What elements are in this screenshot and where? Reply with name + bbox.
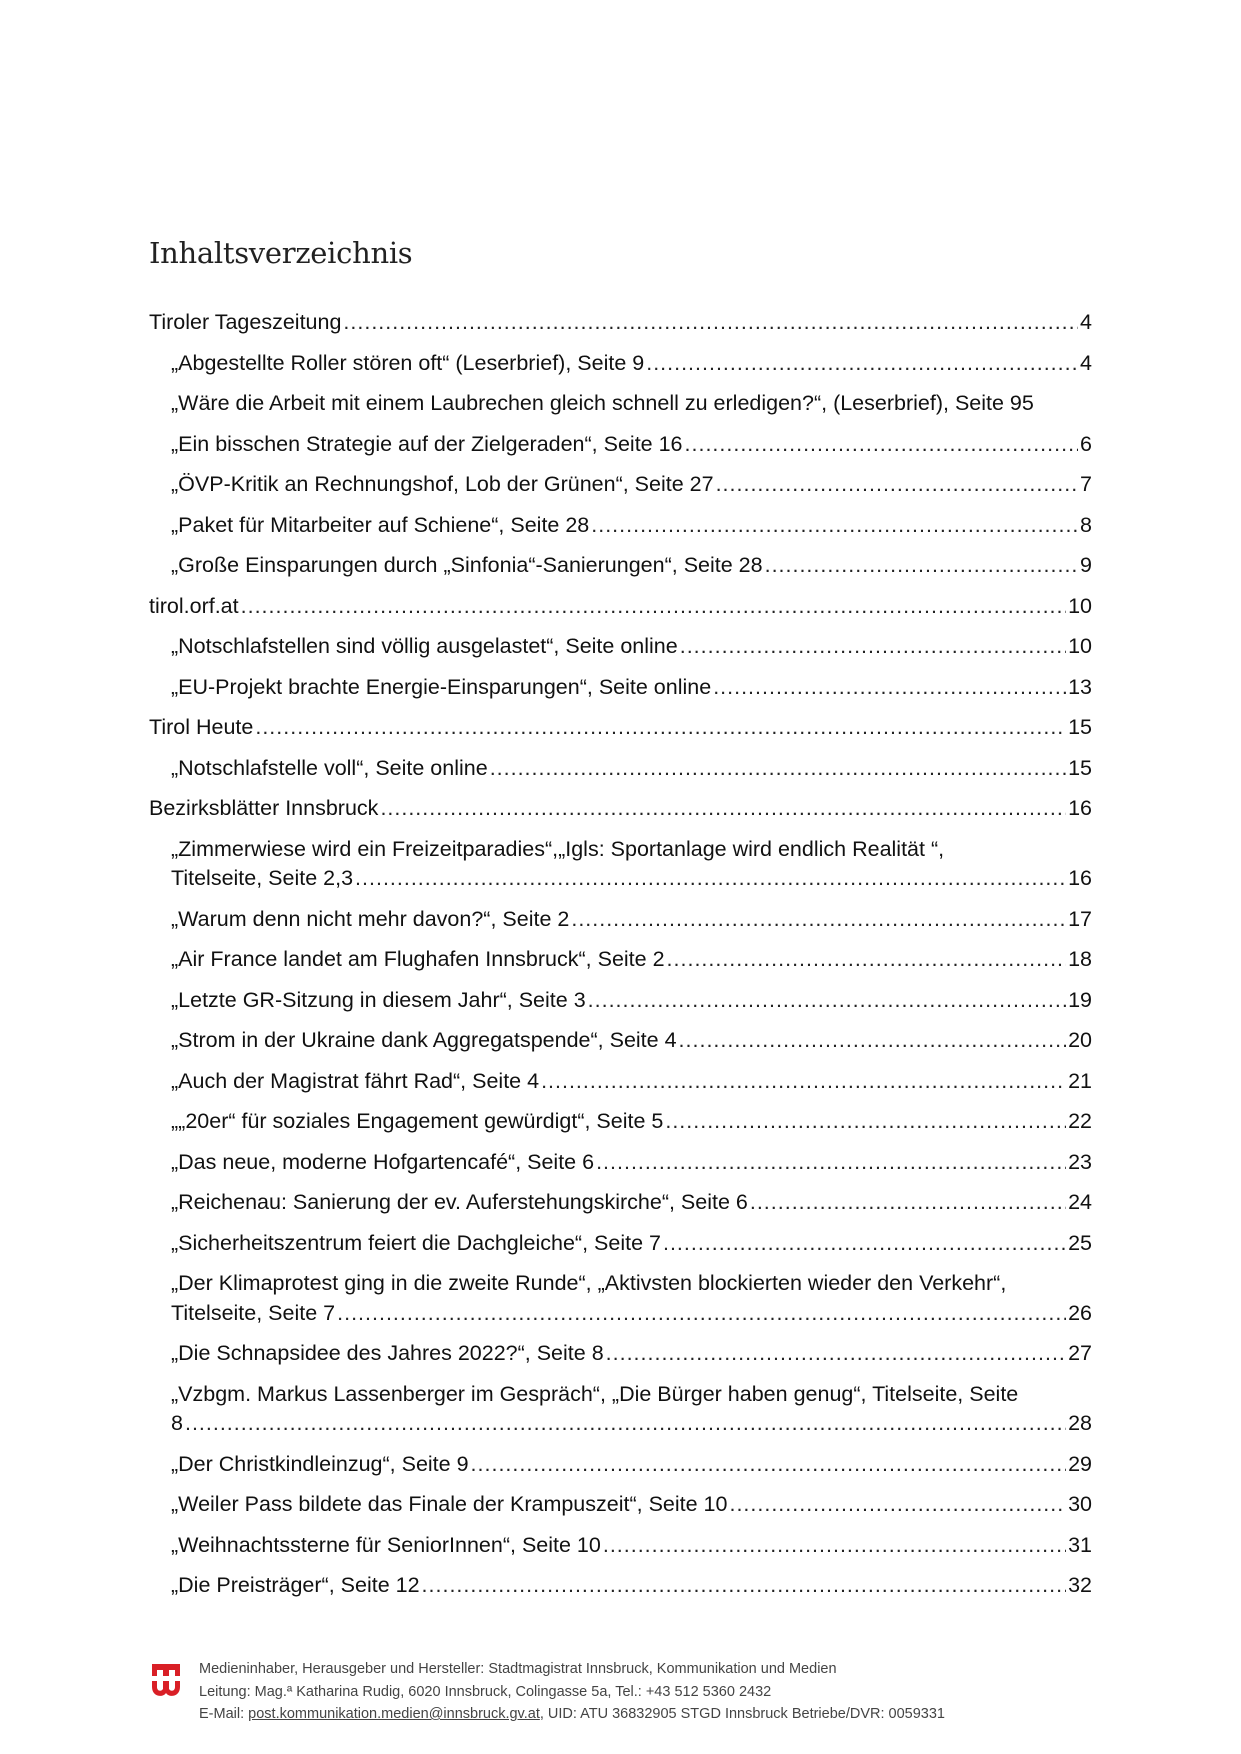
toc-entry-text: „Das neue, moderne Hofgartencafé“, Seite 6 xyxy=(171,1149,595,1174)
toc-page-number: 28 xyxy=(1068,1411,1092,1435)
table-of-contents xyxy=(149,303,1092,1607)
toc-entry-text: „Abgestellte Roller stören oft“ (Leserbrief), Seite 9 xyxy=(171,350,645,375)
dot-leader xyxy=(343,308,1078,338)
footer-publisher: Medieninhaber, Herausgeber und Hersteller: Stadtmagistrat Innsbruck, Kommunikation und Medien xyxy=(199,1661,837,1677)
toc-entry[interactable] xyxy=(149,627,1092,668)
dot-leader xyxy=(255,713,1066,743)
toc-page-number: 18 xyxy=(1068,947,1092,971)
toc-page-number: 17 xyxy=(1068,906,1092,931)
dot-leader xyxy=(729,1490,1066,1520)
toc-entry-text: Titelseite, Seite 7 xyxy=(171,1300,336,1325)
innsbruck-logo-icon xyxy=(151,1662,181,1698)
toc-entry[interactable] xyxy=(149,1102,1092,1143)
toc-entry[interactable] xyxy=(149,1264,1092,1334)
dot-leader xyxy=(591,511,1078,541)
toc-entry-text: „Air France landet am Flughafen Innsbruck“, Seite 2 xyxy=(171,947,665,971)
toc-entry-text: „Der Christkindleinzug“, Seite 9 xyxy=(171,1451,469,1476)
toc-page-number: 30 xyxy=(1068,1492,1092,1516)
dot-leader xyxy=(713,673,1066,703)
toc-entry[interactable] xyxy=(149,1485,1092,1526)
toc-entry-text: „Notschlafstellen sind völlig ausgelastet“, Seite online xyxy=(171,634,678,658)
dot-leader xyxy=(646,349,1078,379)
toc-entry[interactable] xyxy=(149,465,1092,506)
toc-page-number: 29 xyxy=(1068,1451,1092,1476)
toc-page-number: 15 xyxy=(1068,715,1092,739)
toc-entry-text: „ÖVP-Kritik an Rechnungshof, Lob der Grünen“, Seite 27 xyxy=(171,472,714,496)
dot-leader xyxy=(571,905,1066,935)
toc-page-number: 19 xyxy=(1068,987,1092,1012)
toc-entry[interactable] xyxy=(149,1062,1092,1103)
dot-leader xyxy=(337,1299,1066,1329)
toc-entry-text: „Warum denn nicht mehr davon?“, Seite 2 xyxy=(171,906,570,931)
toc-entry[interactable] xyxy=(149,1021,1092,1062)
toc-entry-text: „Weihnachtssterne für SeniorInnen“, Seite 10 xyxy=(171,1532,601,1557)
footer-email-label: E-Mail: xyxy=(199,1706,249,1722)
toc-entry-text: „Große Einsparungen durch „Sinfonia“-Sanierungen“, Seite 28 xyxy=(171,553,763,577)
toc-page-number: 24 xyxy=(1068,1190,1092,1214)
toc-section[interactable] xyxy=(149,587,1092,628)
dot-leader xyxy=(679,1026,1067,1056)
toc-page-number: 7 xyxy=(1080,472,1092,496)
dot-leader xyxy=(665,1107,1066,1137)
toc-entry-text: „Wäre die Arbeit mit einem Laubrechen gleich schnell zu erledigen?“, (Leserbrief), Seite 9 xyxy=(171,391,1022,415)
toc-entry[interactable] xyxy=(149,1143,1092,1184)
toc-entry-text: „Die Preisträger“, Seite 12 xyxy=(171,1573,420,1597)
toc-page-number: 21 xyxy=(1068,1068,1092,1093)
toc-page-number: 16 xyxy=(1068,866,1092,890)
toc-entry[interactable] xyxy=(149,830,1092,900)
toc-page-number: 31 xyxy=(1068,1532,1092,1557)
toc-page-number: 8 xyxy=(1080,512,1092,537)
toc-entry-text: „Sicherheitszentrum feiert die Dachgleiche“, Seite 7 xyxy=(171,1230,661,1255)
toc-entry[interactable] xyxy=(149,1224,1092,1265)
dot-leader xyxy=(490,754,1066,784)
dot-leader xyxy=(185,1409,1066,1439)
dot-leader xyxy=(588,986,1066,1016)
dot-leader xyxy=(663,1229,1066,1259)
toc-page-number: 25 xyxy=(1068,1230,1092,1255)
toc-section[interactable] xyxy=(149,303,1092,344)
toc-page-number: 9 xyxy=(1080,553,1092,577)
toc-entry-text: 8 xyxy=(171,1411,183,1435)
dot-leader xyxy=(422,1571,1067,1601)
toc-entry-text: „Vzbgm. Markus Lassenberger im Gespräch“, „Die Bürger haben genug“, Titelseite, Seite xyxy=(171,1381,1019,1406)
toc-page-number: 20 xyxy=(1068,1028,1092,1052)
toc-entry-text: „Notschlafstelle voll“, Seite online xyxy=(171,755,488,780)
dot-leader xyxy=(750,1188,1066,1218)
toc-page-number: 32 xyxy=(1068,1573,1092,1597)
toc-entry-text: „Weiler Pass bildete das Finale der Krampuszeit“, Seite 10 xyxy=(171,1492,728,1516)
toc-page-number: 13 xyxy=(1068,674,1092,699)
toc-entry-text: tirol.orf.at xyxy=(149,593,239,618)
footer-uid: , UID: ATU 36832905 STGD Innsbruck Betriebe/DVR: 0059331 xyxy=(539,1706,945,1722)
toc-page-number: 26 xyxy=(1068,1300,1092,1325)
toc-page-number: 15 xyxy=(1068,755,1092,780)
toc-entry[interactable] xyxy=(149,1375,1092,1445)
dot-leader xyxy=(241,592,1066,622)
page-title: Inhaltsverzeichnis xyxy=(149,236,413,270)
toc-entry[interactable] xyxy=(149,1566,1092,1607)
dot-leader xyxy=(680,632,1066,662)
toc-entry-text: „Letzte GR-Sitzung in diesem Jahr“, Seite 3 xyxy=(171,987,586,1012)
toc-page-number: 4 xyxy=(1080,350,1092,375)
toc-entry-text: „Strom in der Ukraine dank Aggregatspende“, Seite 4 xyxy=(171,1028,677,1052)
dot-leader xyxy=(596,1148,1066,1178)
toc-entry[interactable] xyxy=(149,384,1092,425)
toc-entry[interactable] xyxy=(149,668,1092,709)
toc-page-number: 10 xyxy=(1068,634,1092,658)
toc-entry[interactable] xyxy=(149,1334,1092,1375)
toc-page-number: 22 xyxy=(1068,1109,1092,1133)
toc-page-number: 6 xyxy=(1080,431,1092,456)
toc-entry[interactable] xyxy=(149,940,1092,981)
dot-leader xyxy=(765,551,1078,581)
toc-page-number: 4 xyxy=(1080,310,1092,334)
toc-entry[interactable] xyxy=(149,546,1092,587)
footer-email-link[interactable]: post.kommunikation.medien@innsbruck.gv.at xyxy=(248,1706,540,1722)
toc-entry[interactable] xyxy=(149,425,1092,466)
toc-page-number: 23 xyxy=(1068,1149,1092,1174)
dot-leader xyxy=(716,470,1078,500)
toc-entry[interactable] xyxy=(149,900,1092,941)
toc-entry-text: „EU-Projekt brachte Energie-Einsparungen“, Seite online xyxy=(171,674,712,699)
toc-entry-text: „Auch der Magistrat fährt Rad“, Seite 4 xyxy=(171,1068,540,1093)
toc-entry-text: „Reichenau: Sanierung der ev. Auferstehungskirche“, Seite 6 xyxy=(171,1190,748,1214)
toc-entry-text: Tirol Heute xyxy=(149,715,254,739)
toc-page-number: 27 xyxy=(1068,1341,1092,1365)
toc-entry-text: Titelseite, Seite 2,3 xyxy=(171,866,354,890)
toc-entry-text: „Ein bisschen Strategie auf der Zielgeraden“, Seite 16 xyxy=(171,431,683,456)
dot-leader xyxy=(606,1339,1066,1369)
toc-entry[interactable] xyxy=(149,749,1092,790)
toc-entry-text: Tiroler Tageszeitung xyxy=(149,310,342,334)
dot-leader xyxy=(541,1067,1066,1097)
toc-entry-text: „Paket für Mitarbeiter auf Schiene“, Seite 28 xyxy=(171,512,590,537)
toc-entry-text: Bezirksblätter Innsbruck xyxy=(149,796,379,820)
toc-page-number: 5 xyxy=(1021,391,1034,415)
toc-entry[interactable] xyxy=(149,1445,1092,1486)
dot-leader xyxy=(380,794,1066,824)
dot-leader xyxy=(471,1450,1067,1480)
toc-section[interactable] xyxy=(149,789,1092,830)
dot-leader xyxy=(667,945,1067,975)
toc-entry[interactable] xyxy=(149,1526,1092,1567)
toc-entry[interactable] xyxy=(149,344,1092,385)
dot-leader xyxy=(685,430,1079,460)
toc-entry-text: „Zimmerwiese wird ein Freizeitparadies“,„Igls: Sportanlage wird endlich Realität “, xyxy=(171,836,945,861)
toc-entry[interactable] xyxy=(149,981,1092,1022)
toc-entry-text: „„20er“ für soziales Engagement gewürdigt“, Seite 5 xyxy=(171,1109,664,1133)
toc-entry[interactable] xyxy=(149,506,1092,547)
toc-entry[interactable] xyxy=(149,1183,1092,1224)
dot-leader xyxy=(355,864,1066,894)
toc-entry-text: „Die Schnapsidee des Jahres 2022?“, Seite 8 xyxy=(171,1341,604,1365)
dot-leader xyxy=(603,1531,1066,1561)
toc-entry-text: „Der Klimaprotest ging in die zweite Runde“, „Aktivsten blockierten wieder den Verkehr“, xyxy=(171,1271,1007,1295)
toc-page-number: 10 xyxy=(1068,593,1092,618)
toc-page-number: 16 xyxy=(1068,796,1092,820)
footer-management: Leitung: Mag.ª Katharina Rudig, 6020 Innsbruck, Colingasse 5a, Tel.: +43 512 5360 2432 xyxy=(199,1683,772,1700)
toc-section[interactable] xyxy=(149,708,1092,749)
